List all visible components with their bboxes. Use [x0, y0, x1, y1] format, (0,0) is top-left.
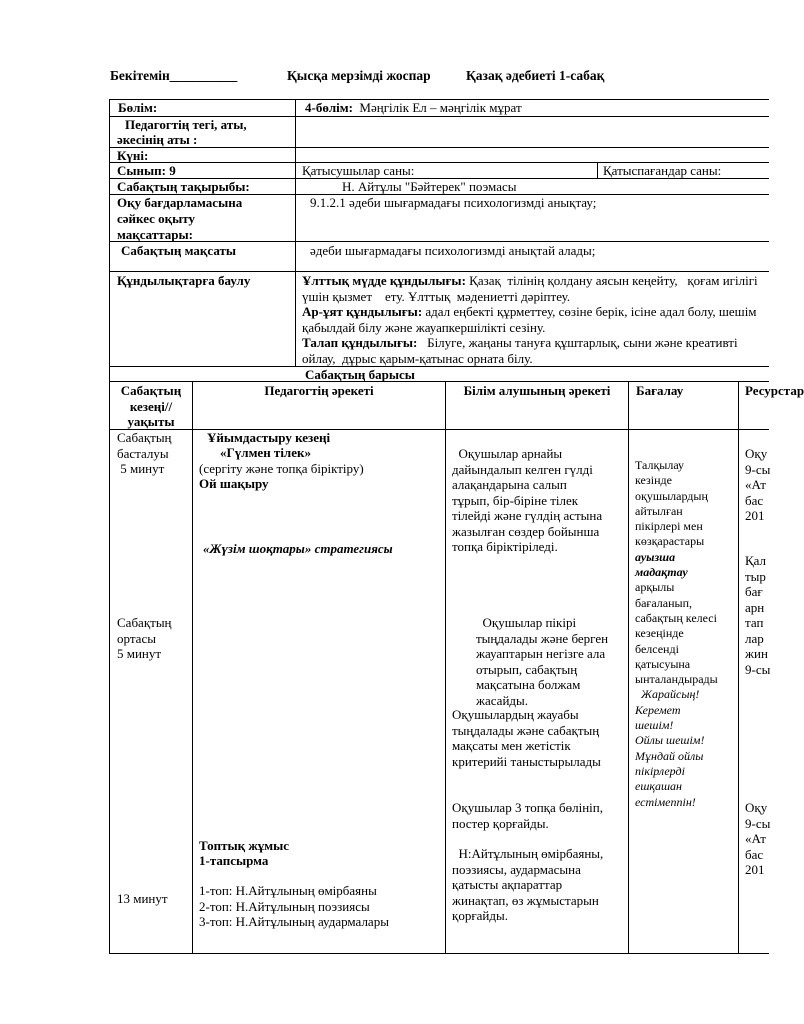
student-line: қатысты ақпараттар [452, 877, 563, 892]
groupwork-label: Топтық жұмыс [199, 838, 290, 853]
student-line: мақсатына болжам [476, 677, 581, 692]
assessment-line: айтылған [635, 503, 683, 518]
group-assignments [199, 883, 389, 930]
student-activity-1 [452, 446, 602, 555]
objectives-label-3: мақсаттары: [117, 227, 193, 242]
resources-3 [745, 800, 771, 878]
stage-middle: Сабақтың ортасы 5 минут [117, 615, 172, 661]
student-line: Оқушылар 3 топқа бөлініп, [452, 800, 603, 815]
resource-line: лар [745, 630, 764, 646]
assessment-line: естімеппін! [635, 794, 696, 809]
student-activity-5 [452, 846, 603, 924]
assessment-line: мадақтау [635, 565, 688, 580]
values-line [302, 335, 768, 351]
value-name: Ұлттық мүдде құндылығы: [302, 273, 466, 288]
assessment-line: пікірлерді [635, 763, 685, 778]
values-line [302, 320, 768, 336]
approval-line: Бекітемін__________ [110, 68, 238, 83]
values-line [302, 304, 768, 320]
values-line [302, 289, 768, 305]
student-line: поэзиясы, аудармасына [452, 861, 581, 877]
values-line [302, 351, 768, 367]
student-line: тыңдалады және сабақтың [452, 722, 600, 738]
assessment-line: арқылы [635, 580, 675, 595]
student-line: Оқушылардың жауабы [452, 707, 579, 722]
value-name: Ар-ұят құндылығы: [302, 304, 423, 319]
grapes-strategy: «Жүзім шоқтары» стратегиясы [203, 541, 393, 556]
student-activity-4 [452, 800, 603, 831]
resource-line: 9-сы [745, 815, 771, 831]
assessment-line: қатысуына [635, 656, 691, 671]
assessment-line: Мұндай ойлы [635, 748, 704, 763]
resource-line: Оқу [745, 800, 768, 815]
student-line: жауаптарын негізге ала [476, 646, 606, 661]
teacher-name-label: Педагогтің тегі, аты, [125, 117, 247, 132]
resource-line: жин [745, 646, 768, 661]
values-text [302, 273, 768, 366]
value-text: Қазақ тілінің қолдану аясын кеңейту, қоғам игілігі [465, 273, 758, 288]
value-text: қабылдай білу және жауапкершілікті сезіну. [302, 319, 546, 335]
stage-begin: Сабақтың басталуы 5 минут [117, 430, 172, 476]
objectives-label: Оқу бағдарламасына [117, 195, 243, 210]
resource-line: бас [745, 846, 764, 862]
objectives-label-2: сәйкес оқыту [117, 211, 195, 226]
student-line: алақандарына салып [452, 477, 567, 492]
assessment-line: Талқылау [635, 458, 685, 472]
group-item: 2-топ: Н.Айтұлының поэзиясы [199, 898, 370, 914]
student-line: тұрып, бір-біріне тілек [452, 492, 579, 508]
resource-line: «Ат [745, 477, 766, 492]
resource-line: 201 [745, 508, 765, 523]
values-line [302, 273, 768, 289]
assessment-line: сабақтың келесі [635, 610, 717, 625]
stage-time-13: 13 минут [117, 891, 168, 906]
student-activity-3 [452, 707, 601, 769]
student-line: критерийі таныстырылады [452, 753, 601, 769]
student-line: мақсаты мен жетістік [452, 738, 571, 753]
resource-line: 9-сы [745, 461, 771, 477]
resource-line: бас [745, 492, 764, 508]
group-item: 1-топ: Н.Айтұлының өмірбаяны [199, 883, 377, 898]
topic-value: Н. Айтұлы "Бәйтерек" поэмасы [342, 179, 517, 194]
resource-line: 9-сы [745, 661, 771, 677]
assessment-text [635, 458, 718, 810]
assessment-line: бағаланып, [635, 595, 693, 610]
value-text: адал еңбекті құрметтеу, сөзіне берік, ісіне адал болу, шешім [422, 304, 757, 319]
resource-line: тыр [745, 568, 766, 584]
day-label: Күні: [117, 148, 149, 163]
assessment-line: Ойлы шешім! [635, 733, 705, 748]
task1-label: 1-тапсырма [199, 853, 269, 868]
resources-2 [745, 553, 771, 677]
assessment-line: ешқашан [635, 779, 683, 794]
student-line: тыңдалады және берген [476, 630, 609, 646]
assessment-line: ынталандырады [635, 672, 718, 687]
section-label: Бөлім: [118, 100, 158, 115]
subject-title: Қазақ әдебиеті 1-сабақ [466, 68, 605, 83]
value-text: ойлау, дұрыс қарым-қатынас орната білу. [302, 350, 533, 366]
assessment-line: көзқарастары [635, 534, 705, 549]
student-line: Оқушылар арнайы [452, 446, 563, 461]
col-assess-header: Бағалау [636, 383, 684, 398]
assessment-line: белсенді [635, 641, 679, 656]
assessment-line: оқушылардың [635, 488, 708, 503]
student-line: дайындалып келген гүлді [452, 461, 593, 477]
class-label: Сынып: 9 [117, 163, 176, 178]
student-line: Н:Айтұлының өмірбаяны, [452, 846, 604, 861]
group-item: 3-топ: Н.Айтұлының аудармалары [199, 914, 389, 929]
assessment-line: ауызша [635, 549, 676, 564]
assessment-line: Керемет [635, 702, 681, 717]
value-text: Білуге, жаңаны тануға құштарлық, сыни және креативті [417, 335, 738, 350]
goal-label: Сабақтың мақсаты [121, 243, 237, 258]
resource-line: арн [745, 599, 765, 615]
flower-wish: «Гүлмен тілек» [220, 445, 311, 460]
attendance-label: Қатысушылар саны: [302, 163, 415, 178]
values-label: Құндылықтарға баулу [117, 273, 251, 288]
topic-label: Сабақтың тақырыбы: [117, 179, 250, 194]
student-line: Оқушылар пікірі [476, 615, 577, 630]
value-text: үшін қызмет ету. Ұлттық мәдениетті дәріптеу. [302, 288, 571, 304]
resource-line: тап [745, 615, 764, 630]
student-line: отырып, сабақтың [476, 661, 578, 677]
section-value: 4-бөлім: Мәңгілік Ел – мәңгілік мұрат [305, 100, 522, 115]
resource-line: Оқу [745, 446, 768, 461]
col-stage-header: Сабақтың кезеңі// уақыты [120, 383, 182, 429]
resource-line: Қал [745, 553, 767, 568]
resource-line: 201 [745, 862, 765, 877]
col-teacher-header: Педагогтің әрекеті [264, 383, 374, 398]
col-student-header: Білім алушының әрекеті [463, 383, 611, 398]
org-stage: Ұйымдастыру кезеңі [207, 430, 331, 445]
plan-type: Қысқа мерзімді жоспар [287, 68, 431, 83]
assessment-line: кезеңінде [635, 626, 684, 641]
student-line: топқа біріктіріледі. [452, 539, 558, 554]
assessment-line: кезінде [635, 473, 672, 488]
student-line: жинақтап, өз жұмыстарын [452, 892, 599, 908]
student-line: жасайды. [476, 692, 529, 708]
student-line: жазылған сөздер бойынша [452, 523, 600, 539]
student-activity-2 [476, 615, 608, 708]
student-line: қорғайды. [452, 908, 508, 923]
progress-title: Сабақтың барысы [305, 367, 415, 382]
resource-line: бағ [745, 584, 763, 599]
brainstorm-label: Ой шақыру [199, 476, 269, 491]
assessment-line: шешім! [635, 718, 674, 733]
flower-wish-note: (сергіту және топқа біріктіру) [199, 461, 364, 476]
student-line: тілейді және гүлдің астына [452, 508, 603, 523]
assessment-line: Жарайсың! [635, 687, 700, 702]
resource-line: «Ат [745, 831, 766, 846]
resources-1 [745, 446, 771, 524]
objectives-value: 9.1.2.1 әдеби шығармадағы психологизмді анықтау; [310, 195, 597, 210]
absent-label: Қатыспағандар саны: [603, 163, 722, 178]
teacher-name-label-2: әкесінің аты : [117, 132, 198, 147]
col-resource-header: Ресурстар [745, 383, 804, 398]
student-line: постер қорғайды. [452, 815, 549, 831]
goal-value: әдеби шығармадағы психологизмді анықтай алады; [310, 243, 596, 258]
assessment-line: пікірлері мен [635, 519, 703, 534]
value-name: Талап құндылығы: [302, 335, 418, 350]
